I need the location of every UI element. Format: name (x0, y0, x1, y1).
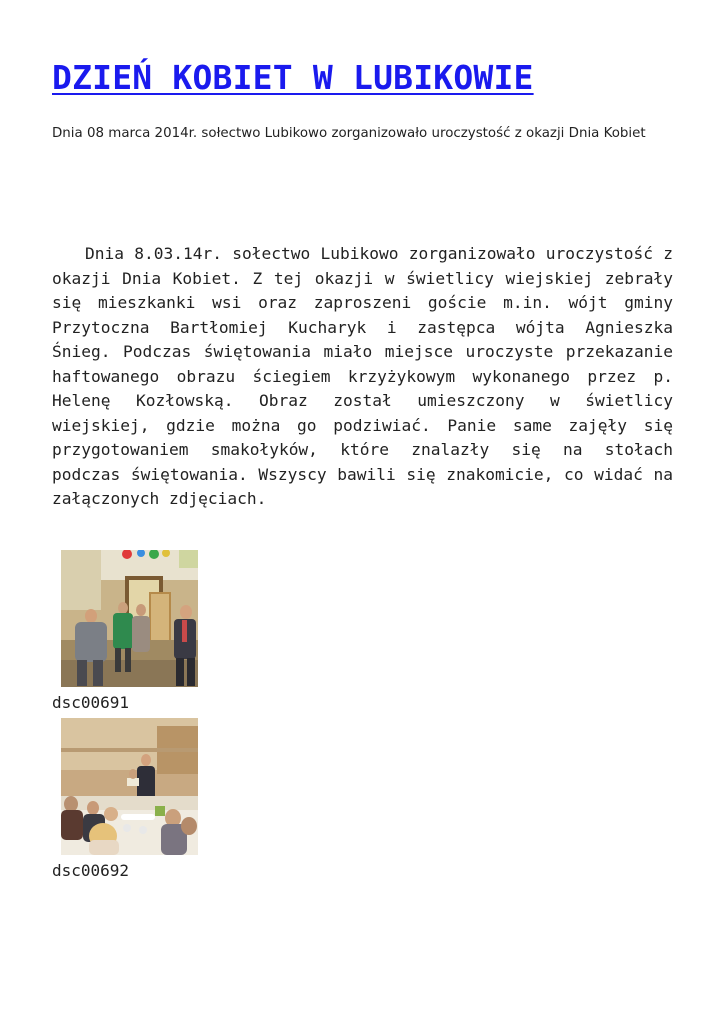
article-lead: Dnia 08 marca 2014r. sołectwo Lubikowo zorganizowało uroczystość z okazji Dnia Kobiet (52, 126, 646, 141)
article-title-link[interactable]: DZIEŃ KOBIET W LUBIKOWIE (52, 58, 534, 97)
photo-tables-image (61, 718, 198, 855)
photo-hallway-image (61, 550, 198, 687)
article-body: Dnia 8.03.14r. sołectwo Lubikowo zorganizowało uroczystość z okazji Dnia Kobiet. Z tej okazji w świetlicy wiejskiej zebrały się mieszkanki wsi oraz zaproszeni goście m.in. wójt gminy Przytoczna Bartłomiej Kucharyk i zastępca wójta Agnieszka Śnieg. Podczas świętowania miało miejsce uroczyste przekazanie haftowanego obrazu ściegiem krzyżykowym wykonanego przez p. Helenę Kozłowską. Obraz został umieszczony w świetlicy wiejskiej, gdzie można go podziwiać. Panie same zajęły się przygotowaniem smakołyków, które znalazły się na stołach podczas świętowania. Wszyscy bawili się znakomicie, co widać na załączonych zdjęciach. (52, 244, 673, 508)
gallery-photo-dsc00692[interactable] (61, 718, 198, 855)
gallery-caption: dsc00691 (52, 693, 130, 712)
gallery-caption: dsc00692 (52, 861, 130, 880)
gallery-photo-dsc00691[interactable] (61, 550, 198, 687)
article-title (52, 58, 534, 98)
